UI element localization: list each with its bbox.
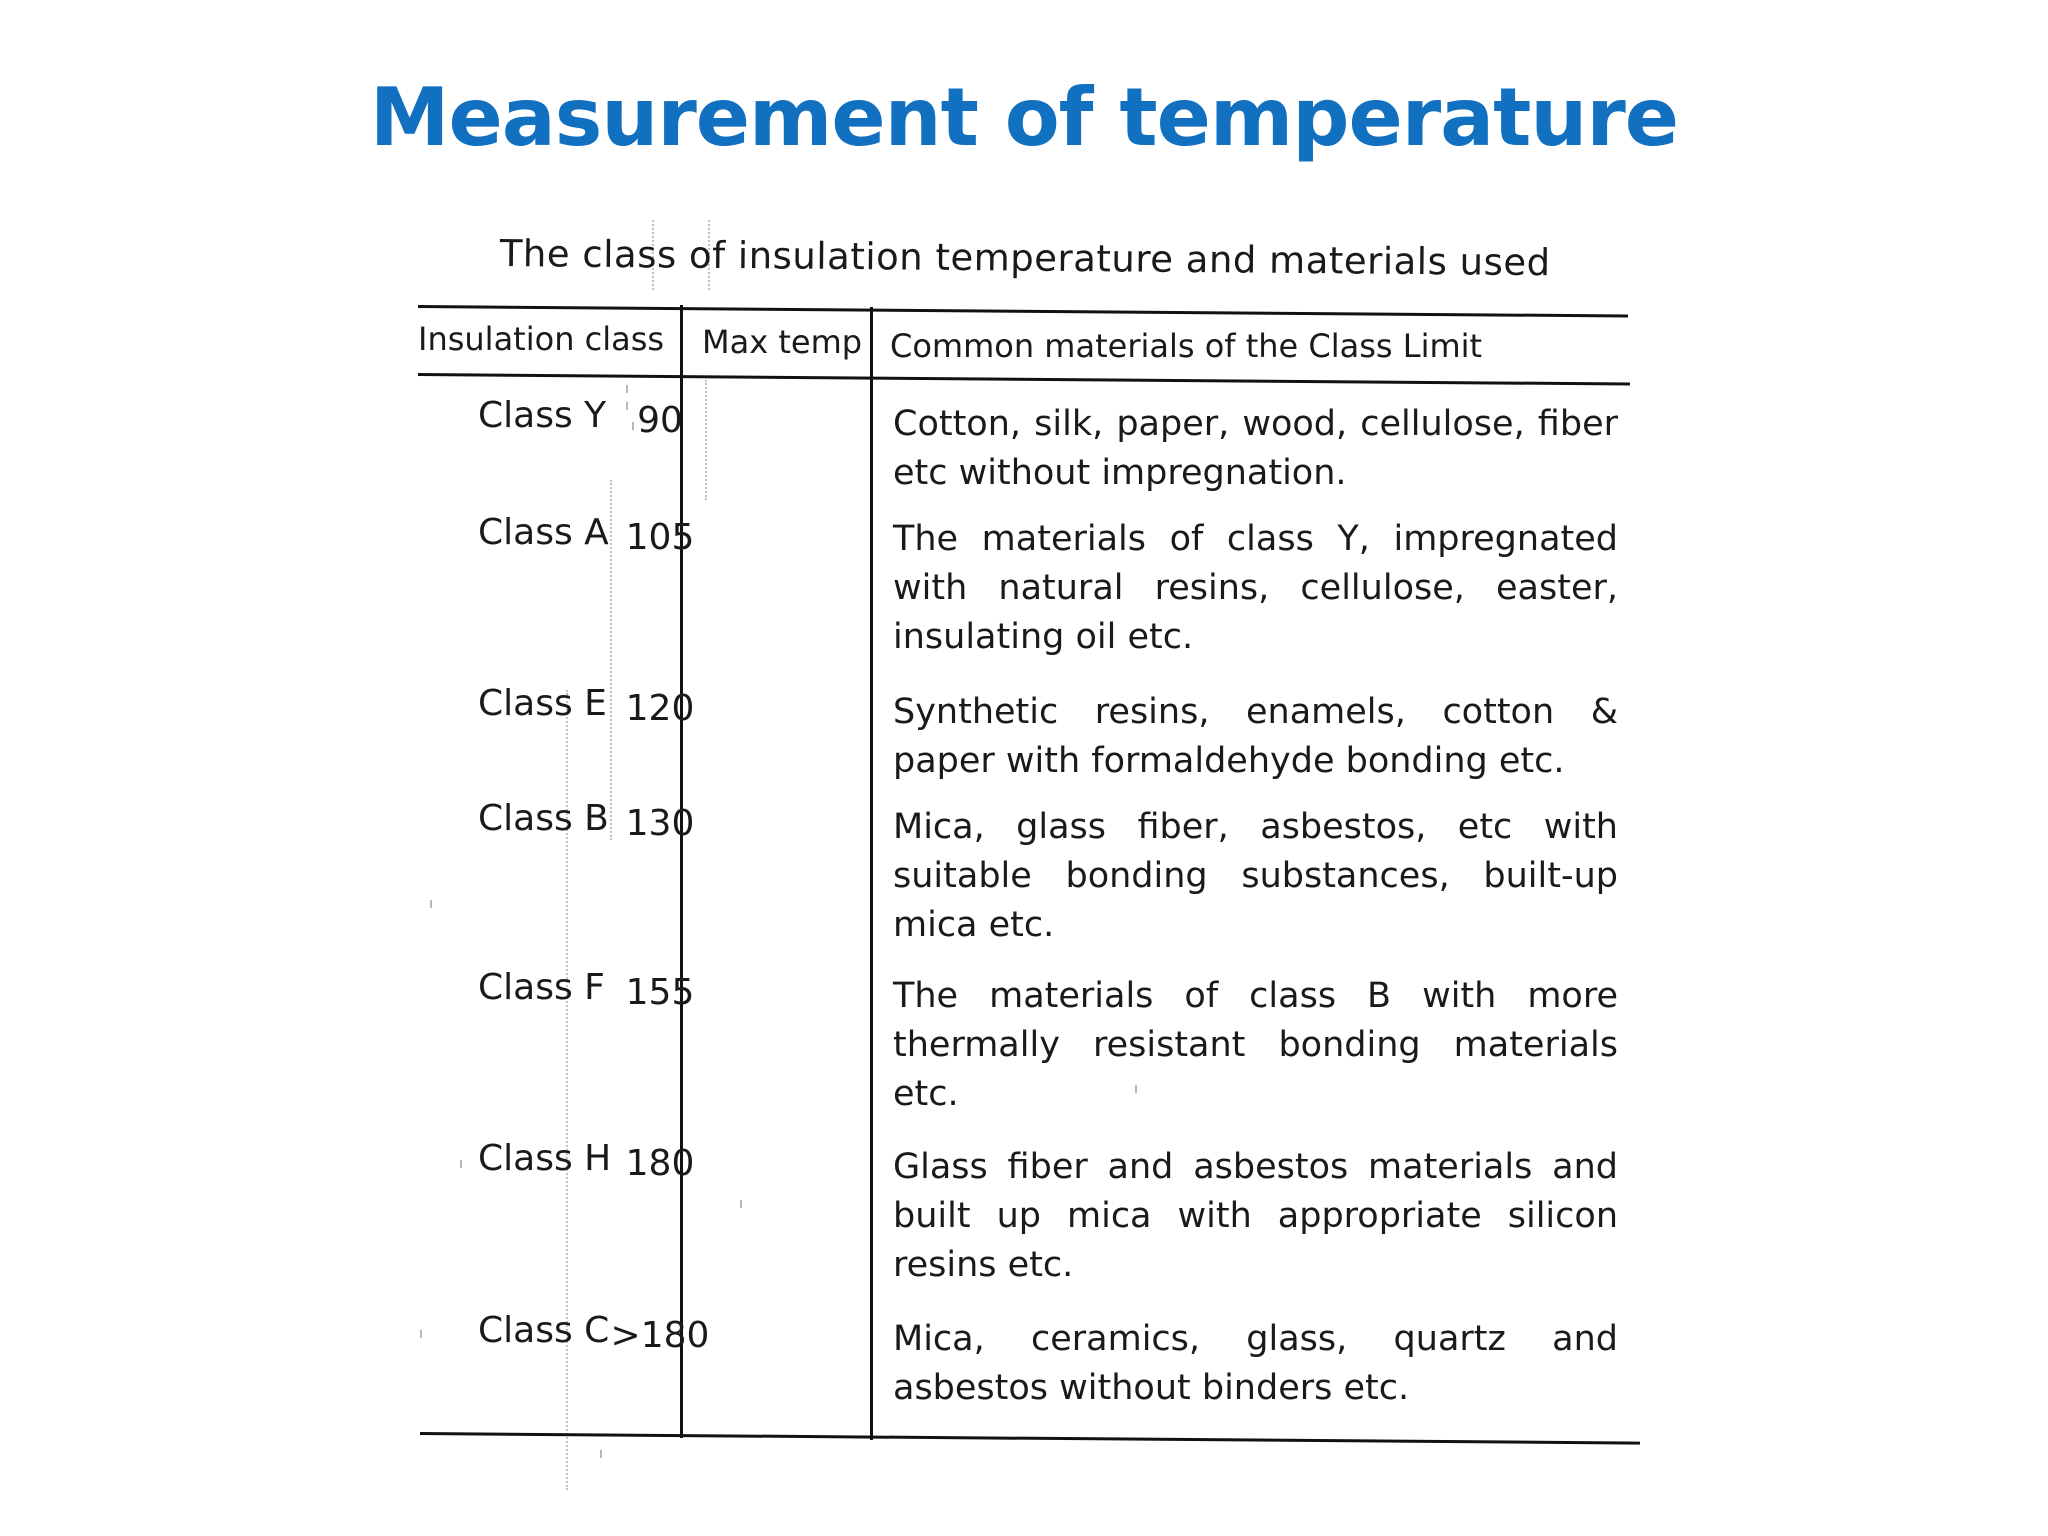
max-temp-cell: 155 xyxy=(625,972,695,1013)
materials-cell: Mica, ceramics, glass, quartz and asbestos without binders etc. xyxy=(893,1319,1618,1408)
slide-title: Measurement of temperature xyxy=(369,71,1679,164)
header-max-temp: Max temp xyxy=(702,323,863,361)
insulation-class-cell: Class B xyxy=(478,798,609,839)
max-temp-cell: 180 xyxy=(625,1143,695,1184)
scanned-table-image xyxy=(400,210,1640,1500)
insulation-class-cell: Class C xyxy=(478,1310,610,1351)
materials-cell: Cotton, silk, paper, wood, cellulose, fiber etc without impregnation. xyxy=(893,404,1618,493)
column-divider-1 xyxy=(680,305,683,1438)
scan-artifact xyxy=(626,385,628,393)
column-divider-2 xyxy=(870,307,873,1440)
insulation-class-cell: Class F xyxy=(478,967,605,1008)
table-caption: The class of insulation temperature and materials used xyxy=(499,232,1551,285)
materials-cell: Mica, glass fiber, asbestos, etc with suitable bonding substances, built-up mica etc. xyxy=(893,807,1618,945)
materials-cell: The materials of class Y, impregnated with natural resins, cellulose, easter, insulating oil etc. xyxy=(893,519,1618,657)
materials-cell: The materials of class B with more thermally resistant bonding materials etc. xyxy=(893,976,1618,1114)
header-materials: Common materials of the Class Limit xyxy=(890,327,1483,365)
materials-cell: Glass fiber and asbestos materials and built up mica with appropriate silicon resins etc. xyxy=(893,1147,1618,1285)
scan-artifact xyxy=(430,900,432,908)
max-temp-cell: 105 xyxy=(625,517,695,558)
header-insulation-class: Insulation class xyxy=(418,320,665,358)
scan-artifact xyxy=(600,1450,602,1458)
table-bottom-rule xyxy=(420,1432,1640,1445)
max-temp-cell: 90 xyxy=(637,400,683,441)
insulation-class-cell: Class A xyxy=(478,512,609,553)
scan-artifact xyxy=(460,1160,462,1168)
scan-artifact xyxy=(740,1200,742,1208)
max-temp-cell: >180 xyxy=(610,1315,710,1356)
insulation-class-cell: Class Y xyxy=(478,395,607,436)
insulation-class-cell: Class E xyxy=(478,683,607,724)
materials-cell: Synthetic resins, enamels, cotton & paper with formaldehyde bonding etc. xyxy=(893,692,1618,781)
max-temp-cell: 130 xyxy=(625,803,695,844)
header-bottom-rule xyxy=(418,373,1630,386)
insulation-class-cell: Class H xyxy=(478,1138,612,1179)
table-top-rule xyxy=(418,305,1628,318)
max-temp-cell: 120 xyxy=(625,688,695,729)
scan-artifact xyxy=(420,1330,422,1338)
